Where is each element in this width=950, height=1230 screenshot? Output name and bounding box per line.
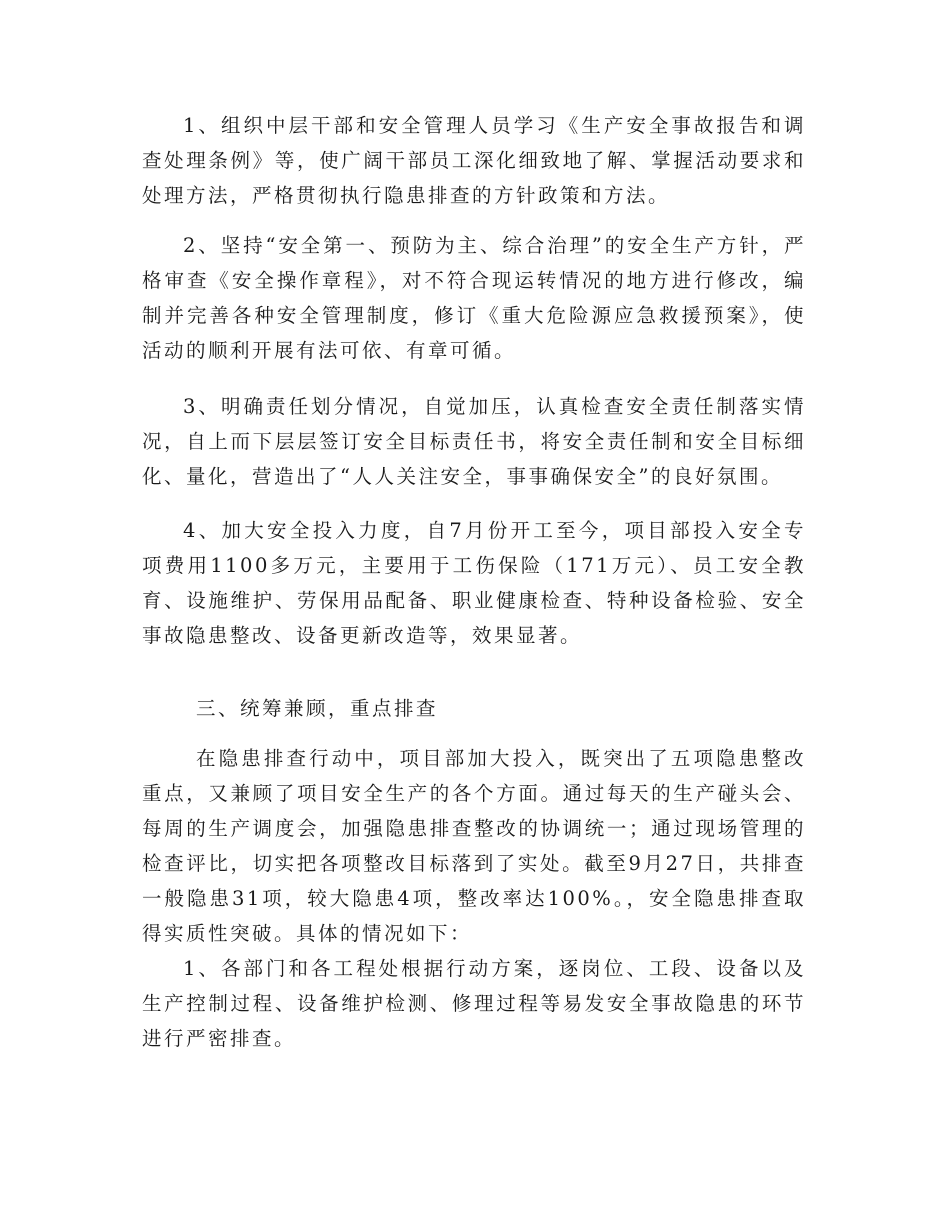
section-heading: 三、统筹兼顾，重点排查 [196, 697, 439, 720]
paragraph-3: 3、明确责任划分情况，自觉加压，认真检查安全责任制落实情况，自上而下层层签订安全目标责任书，将安全责任制和安全目标细化、量化，营造出了“人人关注安全，事事确保安全”的良好氛围。 [142, 395, 806, 488]
paragraph-1: 1、组织中层干部和安全管理人员学习《生产安全事故报告和调查处理条例》等，使广阔干部员工深化细致地了解、掌握活动要求和处理方法，严格贯彻执行隐患排查的方针政策和方法。 [142, 114, 806, 207]
paragraph-2: 2、坚持“安全第一、预防为主、综合治理”的安全生产方针，严格审查《安全操作章程》，对不符合现运转情况的地方进行修改，编制并完善各种安全管理制度，修订《重大危险源应急救援预案》，使活动的顺利开展有法可依、有章可循。 [142, 234, 806, 362]
paragraph-4: 4、加大安全投入力度，自7月份开工至今，项目部投入安全专项费用1100多万元，主要用于工伤保险（171万元）、员工安全教育、设施维护、劳保用品配备、职业健康检查、特种设备检验、安全事故隐患整改、设备更新改造等，效果显著。 [142, 519, 806, 647]
paragraph-5: 在隐患排查行动中，项目部加大投入，既突出了五项隐患整改重点，又兼顾了项目安全生产的各个方面。通过每天的生产碰头会、每周的生产调度会，加强隐患排查整改的协调统一；通过现场管理的检查评比，切实把各项整改目标落到了实处。截至9月27日，共排查一般隐患31项，较大隐患4项，整改率达100%。，安全隐患排查取得实质性突破。具体的情况如下： [142, 747, 806, 945]
paragraph-6: 1、各部门和各工程处根据行动方案，逐岗位、工段、设备以及生产控制过程、设备维护检测、修理过程等易发安全事故隐患的环节进行严密排查。 [142, 957, 806, 1050]
